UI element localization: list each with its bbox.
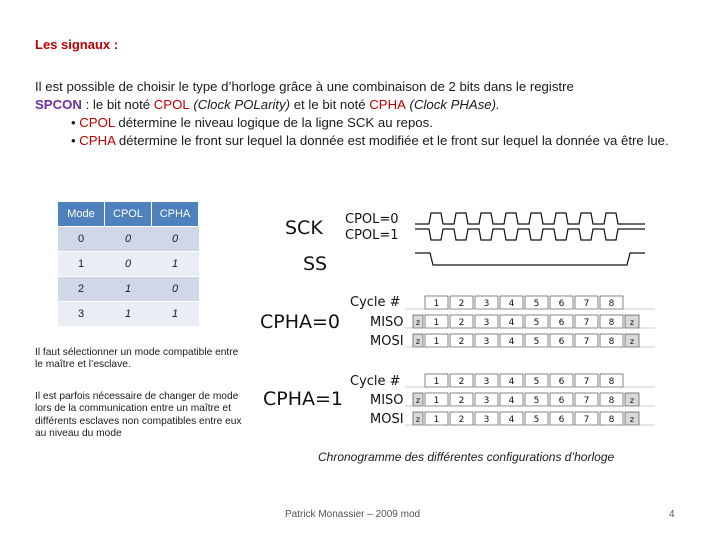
- page-number: 4: [669, 509, 675, 520]
- cpha0-mosi-cell-label: 6: [558, 337, 565, 347]
- cpha1-miso-cell-label: 8: [608, 396, 615, 406]
- cpha0-miso-cell-label: 4: [508, 318, 515, 328]
- table-cell: 1: [152, 252, 199, 277]
- table-cell: 0: [105, 227, 152, 252]
- cpha1-mosi-cell-label: 7: [583, 415, 590, 425]
- cpha1-miso-cell-label: 3: [483, 396, 490, 406]
- cpha1-mosi-cell-label: 6: [558, 415, 565, 425]
- column-header: CPHA: [152, 202, 199, 227]
- cpha1-cycle-cell-label: 6: [558, 377, 565, 387]
- cpol-explanation: (Clock POLarity): [189, 97, 291, 112]
- cpha0-miso-cell-label: 3: [483, 318, 490, 328]
- cpha0-miso-z-label: z: [629, 318, 635, 327]
- cpha-explanation: (Clock PHAse).: [405, 97, 500, 112]
- table-cell: 2: [58, 277, 105, 302]
- cpha1-mosi-cell-label: 5: [533, 415, 540, 425]
- cpha1-mosi-cell-label: 2: [458, 415, 465, 425]
- cycle-label: Cycle #: [350, 374, 401, 389]
- cpha0-cycle-cell-label: 4: [508, 299, 515, 309]
- table-header-row: [58, 202, 199, 227]
- cpha1-mosi-z-label: z: [629, 415, 635, 424]
- cpol0-label: CPOL=0: [345, 212, 399, 227]
- cpha1-mosi-z-label: z: [415, 415, 421, 424]
- table-cell: 1: [105, 302, 152, 327]
- intro-text: : le bit noté: [81, 97, 154, 112]
- bullet-text: détermine le niveau logique de la ligne SCK au repos.: [114, 115, 433, 130]
- intro-line: [35, 96, 675, 114]
- diagram-caption: Chronogramme des différentes configurations d’horloge: [318, 450, 615, 464]
- bullet-keyword: CPHA: [79, 133, 116, 148]
- miso-label: MISO: [370, 393, 404, 408]
- cpha0-cycle-cell-label: 7: [583, 299, 590, 309]
- cpha0-miso-cell-label: 2: [458, 318, 465, 328]
- cpha0-miso-cell-label: 7: [583, 318, 590, 328]
- clock-timing-diagram: [255, 205, 675, 430]
- cpha0-mosi-z-label: z: [629, 337, 635, 346]
- cpha0-miso-cell-label: 6: [558, 318, 565, 328]
- cpha0-cycle-cell-label: 3: [483, 299, 490, 309]
- cpha0-label: CPHA=0: [260, 311, 341, 333]
- cycle-label: Cycle #: [350, 295, 401, 310]
- intro-paragraph: [35, 78, 675, 150]
- cpha0-miso-cell-label: 1: [433, 318, 440, 328]
- cpha1-miso-cell-label: 6: [558, 396, 565, 406]
- cpha1-mosi-cell-label: 4: [508, 415, 515, 425]
- table-row: [58, 277, 199, 302]
- cpha1-cycle-cell-label: 5: [533, 377, 540, 387]
- cpha1-mosi-cell-label: 3: [483, 415, 490, 425]
- table-cell: 0: [152, 277, 199, 302]
- ss-wave: [415, 253, 645, 265]
- cpha1-mosi-cell-label: 8: [608, 415, 615, 425]
- cpha1-cycle-cell-label: 4: [508, 377, 515, 387]
- cpha0-cycle-cell-label: 6: [558, 299, 565, 309]
- cpha0-mosi-z-label: z: [415, 337, 421, 346]
- sck-cpol1-wave: [415, 229, 645, 240]
- miso-label: MISO: [370, 315, 404, 330]
- cpha0-mosi-cell-label: 7: [583, 337, 590, 347]
- cpha0-cycle-cell-label: 1: [433, 299, 440, 309]
- intro-text: Il est possible de choisir le type d’horloge grâce à une combinaison de 2 bits dans le registre: [35, 79, 574, 94]
- cpha0-cycle-cell-label: 2: [458, 299, 465, 309]
- sck-cpol0-wave: [415, 213, 645, 224]
- ss-label: SS: [303, 253, 328, 275]
- cpol1-label: CPOL=1: [345, 228, 399, 243]
- mosi-label: MOSI: [370, 334, 404, 349]
- cpha1-cycle-cell-label: 2: [458, 377, 465, 387]
- cpha0-cycle-cell-label: 8: [608, 299, 615, 309]
- table-row: [58, 252, 199, 277]
- cpha1-miso-cell-label: 2: [458, 396, 465, 406]
- cpha0-mosi-cell-label: 4: [508, 337, 515, 347]
- sck-label: SCK: [285, 217, 323, 239]
- cpha-keyword: CPHA: [369, 97, 406, 112]
- table-cell: 0: [105, 252, 152, 277]
- cpha1-cycle-cell-label: 3: [483, 377, 490, 387]
- cpha0-mosi-cell-label: 2: [458, 337, 465, 347]
- column-header: CPOL: [105, 202, 152, 227]
- table-cell: 3: [58, 302, 105, 327]
- cpha1-cycle-cell-label: 1: [433, 377, 440, 387]
- cpha0-miso-z-label: z: [415, 318, 421, 327]
- cpha1-miso-cell-label: 7: [583, 396, 590, 406]
- table-cell: 1: [152, 302, 199, 327]
- table-cell: 0: [58, 227, 105, 252]
- intro-line: [35, 78, 675, 96]
- table-cell: 1: [58, 252, 105, 277]
- cpha0-mosi-cell-label: 3: [483, 337, 490, 347]
- cpha1-miso-z-label: z: [629, 396, 635, 405]
- table-row: [58, 227, 199, 252]
- cpha1-miso-cell-label: 4: [508, 396, 515, 406]
- note-compatible-mode: Il faut sélectionner un mode compatible entre le maître et l’esclave.: [35, 347, 239, 371]
- slide-title: Les signaux :: [35, 37, 119, 52]
- table-cell: 0: [152, 227, 199, 252]
- cpha1-mosi-cell-label: 1: [433, 415, 440, 425]
- waveform-layer: [405, 213, 655, 425]
- bullet-cpol: • CPOL détermine le niveau logique de la ligne SCK au repos.: [71, 115, 433, 130]
- cpha1-miso-cell-label: 5: [533, 396, 540, 406]
- cpha1-label: CPHA=1: [263, 388, 344, 410]
- spcon-keyword: SPCON: [35, 97, 82, 112]
- intro-text: et le bit noté: [290, 97, 370, 112]
- cpha1-miso-cell-label: 1: [433, 396, 440, 406]
- column-header: Mode: [58, 202, 105, 227]
- cpha0-mosi-cell-label: 5: [533, 337, 540, 347]
- footer-author: Patrick Monassier – 2009 mod: [285, 509, 421, 520]
- cpha0-cycle-cell-label: 5: [533, 299, 540, 309]
- note-change-mode: Il est parfois nécessaire de changer de mode lors de la communication entre un maître et différents esclaves non compatibles entre eux au niveau du mode: [35, 391, 242, 440]
- cpha0-miso-cell-label: 8: [608, 318, 615, 328]
- mode-table: [57, 201, 199, 327]
- table-row: [58, 302, 199, 327]
- cpha0-mosi-cell-label: 8: [608, 337, 615, 347]
- cpha1-cycle-cell-label: 7: [583, 377, 590, 387]
- cpha0-mosi-cell-label: 1: [433, 337, 440, 347]
- bullet-text: détermine le front sur lequel la donnée est modifiée et le front sur lequel la donnée va être lue.: [115, 133, 669, 148]
- table-cell: 1: [105, 277, 152, 302]
- cpha0-miso-cell-label: 5: [533, 318, 540, 328]
- cpha1-miso-z-label: z: [415, 396, 421, 405]
- mosi-label: MOSI: [370, 412, 404, 427]
- cpol-keyword: CPOL: [153, 97, 190, 112]
- bullet-keyword: CPOL: [79, 115, 115, 130]
- cpha1-cycle-cell-label: 8: [608, 377, 615, 387]
- bullet-cpha: • CPHA détermine le front sur lequel la donnée est modifiée et le front sur lequel la donnée va être lue.: [71, 133, 669, 148]
